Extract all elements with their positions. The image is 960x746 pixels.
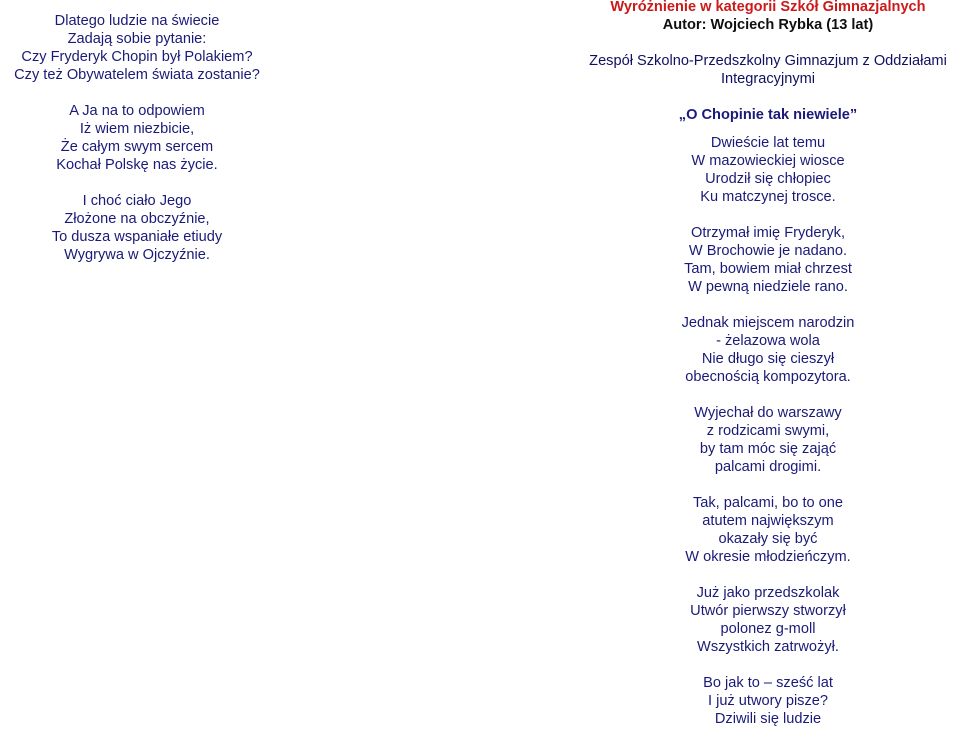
poem-line: Urodził się chłopiec: [705, 171, 831, 187]
poem-line: Ku matczynej trosce.: [700, 189, 836, 205]
poem-line: Otrzymał imię Fryderyk,: [690, 225, 846, 241]
left-poem-column: [0, 12, 274, 282]
poem-line: - żelazowa wola: [716, 333, 820, 349]
school-name-line-1: Zespół Szkolno-Przedszkolny Gimnazjum z Oddziałami: [589, 53, 947, 69]
poem-title: „O Chopinie tak niewiele”: [678, 107, 858, 123]
poem-line: Czy też Obywatelem świata zostanie?: [14, 67, 260, 83]
poem-line: W pewną niedziele rano.: [688, 279, 848, 295]
poem-line: polonez g-moll: [720, 621, 816, 637]
award-heading: Wyróżnienie w kategorii Szkół Gimnazjalnych: [610, 0, 926, 15]
poem-line: Zadają sobie pytanie:: [67, 31, 207, 47]
poem-line: Już jako przedszkolak: [696, 585, 840, 601]
left-stanza-1: [0, 12, 274, 84]
right-stanza-1: [575, 134, 960, 206]
poem-line: Wszystkich zatrwożył.: [697, 639, 839, 655]
poem-line: W mazowieckiej wiosce: [691, 153, 845, 169]
poem-line: Kochał Polskę nas życie.: [56, 157, 218, 173]
poem-line: Dziwili się ludzie: [714, 711, 822, 727]
poem-line: z rodzicami swymi,: [706, 423, 830, 439]
poem-line: Dlatego ludzie na świecie: [54, 13, 220, 29]
poem-line: Złożone na obczyźnie,: [64, 211, 210, 227]
poem-line: Czy Fryderyk Chopin był Polakiem?: [21, 49, 253, 65]
spacer: [575, 34, 960, 52]
poem-line: To dusza wspaniałe etiudy: [51, 229, 223, 245]
school-name-line-2: Integracyjnymi: [720, 71, 816, 87]
right-stanza-6: [575, 584, 960, 656]
right-stanza-4: [575, 404, 960, 476]
poem-line: A Ja na to odpowiem: [69, 103, 205, 119]
right-stanza-5: [575, 494, 960, 566]
poem-line: okazały się być: [718, 531, 818, 547]
poem-line: Że całym swym sercem: [60, 139, 214, 155]
poem-line: Tak, palcami, bo to one: [692, 495, 844, 511]
left-stanza-3: [0, 192, 274, 264]
poem-line: Wygrywa w Ojczyźnie.: [64, 247, 210, 263]
left-stanza-2: [0, 102, 274, 174]
poem-line: Jednak miejscem narodzin: [681, 315, 855, 331]
poem-line: I już utwory pisze?: [707, 693, 829, 709]
right-poem-column: [575, 0, 960, 746]
poem-line: Iż wiem niezbicie,: [79, 121, 195, 137]
spacer: [575, 124, 960, 134]
poem-line: Wyjechał do warszawy: [694, 405, 842, 421]
poem-line: Dwieście lat temu: [710, 135, 826, 151]
poem-line: palcami drogimi.: [714, 459, 822, 475]
poem-line: W okresie młodzieńczym.: [685, 549, 851, 565]
author-line: Autor: Wojciech Rybka (13 lat): [662, 17, 874, 33]
poem-line: atutem największym: [702, 513, 834, 529]
poem-line: obecnością kompozytora.: [685, 369, 851, 385]
poem-line: W Brochowie je nadano.: [688, 243, 848, 259]
poem-line: Nie długo się cieszył: [701, 351, 835, 367]
poem-line: Bo jak to – sześć lat: [703, 675, 833, 691]
right-stanza-7: [575, 674, 960, 728]
spacer: [575, 88, 960, 106]
poem-line: by tam móc się zająć: [699, 441, 837, 457]
poem-line: Utwór pierwszy stworzył: [690, 603, 846, 619]
right-stanza-3: [575, 314, 960, 386]
poem-line: Tam, bowiem miał chrzest: [684, 261, 852, 277]
poem-line: I choć ciało Jego: [82, 193, 192, 209]
right-stanza-2: [575, 224, 960, 296]
